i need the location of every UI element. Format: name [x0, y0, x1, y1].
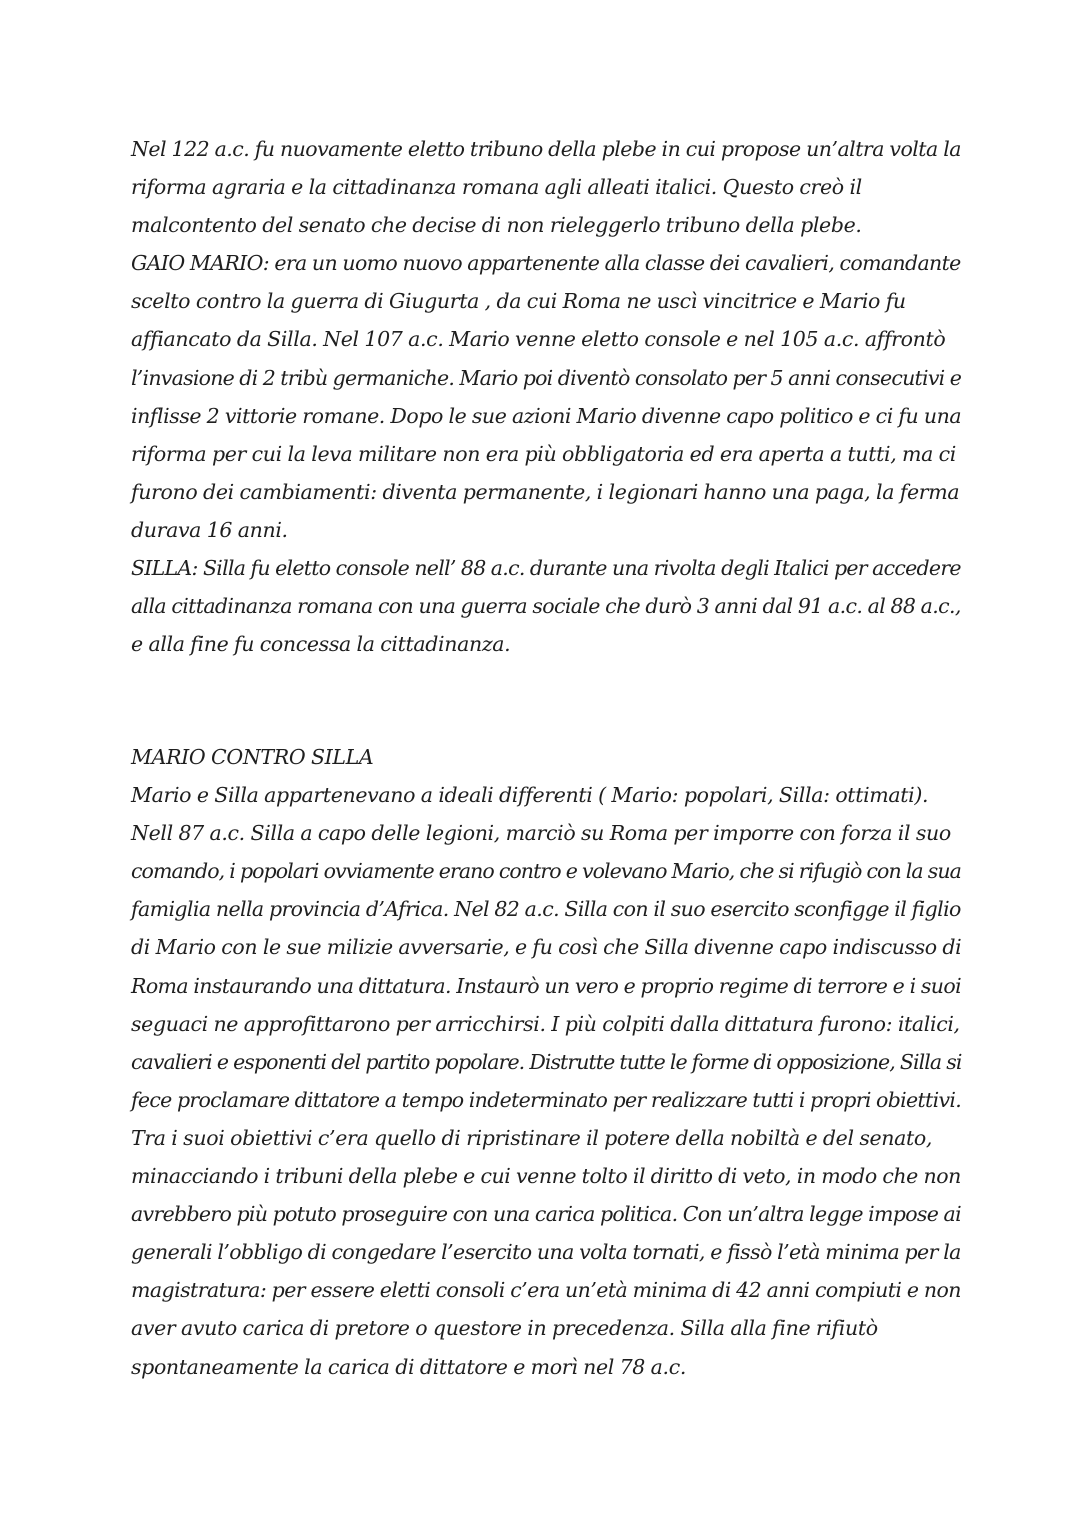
text-line: SILLA: Silla fu eletto console nell’ 88 a.c. durante una rivolta degli Italici per accedere	[131, 556, 961, 581]
section-mario-contro-silla	[131, 738, 961, 1386]
text-line: riforma agraria e la cittadinanza romana agli alleati italici. Questo creò il	[131, 175, 862, 200]
text-line: fece proclamare dittatore a tempo indeterminato per realizzare tutti i propri obiettivi.	[131, 1087, 962, 1112]
text-line: e alla fine fu concessa la cittadinanza.	[131, 632, 511, 657]
text-line: minacciando i tribuni della plebe e cui venne tolto il diritto di veto, in modo che non	[131, 1164, 961, 1189]
text-line: magistratura: per essere eletti consoli c’era un’età minima di 42 anni compiuti e non	[131, 1278, 961, 1303]
text-line: furono dei cambiamenti: diventa permanente, i legionari hanno una paga, la ferma	[131, 479, 960, 504]
text-line: malcontento del senato che decise di non rieleggerlo tribuno della plebe.	[131, 213, 862, 238]
text-line: Nel 122 a.c. fu nuovamente eletto tribuno della plebe in cui propose un’altra volta la	[131, 137, 961, 161]
text-line: durava 16 anni.	[131, 517, 288, 542]
text-line: generali l’obbligo di congedare l’esercito una volta tornati, e fissò l’età minima per la	[131, 1240, 961, 1265]
text-line: Roma instaurando una dittatura. Instaurò un vero e proprio regime di terrore e i suoi	[131, 973, 962, 998]
text-line: spontaneamente la carica di dittatore e morì nel 78 a.c.	[131, 1354, 686, 1379]
text-line: comando, i popolari ovviamente erano contro e volevano Mario, che si rifugiò con la sua	[131, 859, 961, 884]
text-line: alla cittadinanza romana con una guerra sociale che durò 3 anni dal 91 a.c. al 88 a.c.,	[131, 594, 961, 619]
text-line: seguaci ne approfittarono per arricchirsi. I più colpiti dalla dittatura furono: italici,	[131, 1011, 960, 1036]
section-gracchi-mario-silla	[131, 130, 961, 663]
text-line: affiancato da Silla. Nel 107 a.c. Mario venne eletto console e nel 105 a.c. affrontò	[131, 327, 946, 352]
text-line: riforma per cui la leva militare non era più obbligatoria ed era aperta a tutti, ma ci	[131, 441, 957, 466]
text-line: di Mario con le sue milizie avversarie, e fu così che Silla divenne capo indiscusso di	[131, 935, 962, 960]
section-heading: MARIO CONTRO SILLA	[131, 745, 374, 769]
text-line: Nell 87 a.c. Silla a capo delle legioni, marciò su Roma per imporre con forza il suo	[131, 821, 951, 846]
text-line: famiglia nella provincia d’Africa. Nel 82 a.c. Silla con il suo esercito sconfigge il figlio	[131, 897, 961, 922]
text-line: cavalieri e esponenti del partito popolare. Distrutte tutte le forme di opposizione, Silla si	[131, 1049, 962, 1074]
text-line: l’invasione di 2 tribù germaniche. Mario poi diventò consolato per 5 anni consecutivi e	[131, 365, 962, 390]
text-line: Mario e Silla appartenevano a ideali differenti ( Mario: popolari, Silla: ottimati).	[131, 783, 929, 808]
text-line: inflisse 2 vittorie romane. Dopo le sue azioni Mario divenne capo politico e ci fu una	[131, 403, 962, 428]
text-line: aver avuto carica di pretore o questore in precedenza. Silla alla fine rifiutò	[131, 1316, 878, 1341]
text-line: GAIO MARIO: era un uomo nuovo appartenente alla classe dei cavalieri, comandante	[131, 251, 961, 276]
text-line: avrebbero più potuto proseguire con una carica politica. Con un’altra legge impose ai	[131, 1202, 961, 1227]
text-line: Tra i suoi obiettivi c’era quello di ripristinare il potere della nobiltà e del senato,	[131, 1125, 933, 1150]
text-line: scelto contro la guerra di Giugurta , da cui Roma ne uscì vincitrice e Mario fu	[131, 289, 906, 314]
